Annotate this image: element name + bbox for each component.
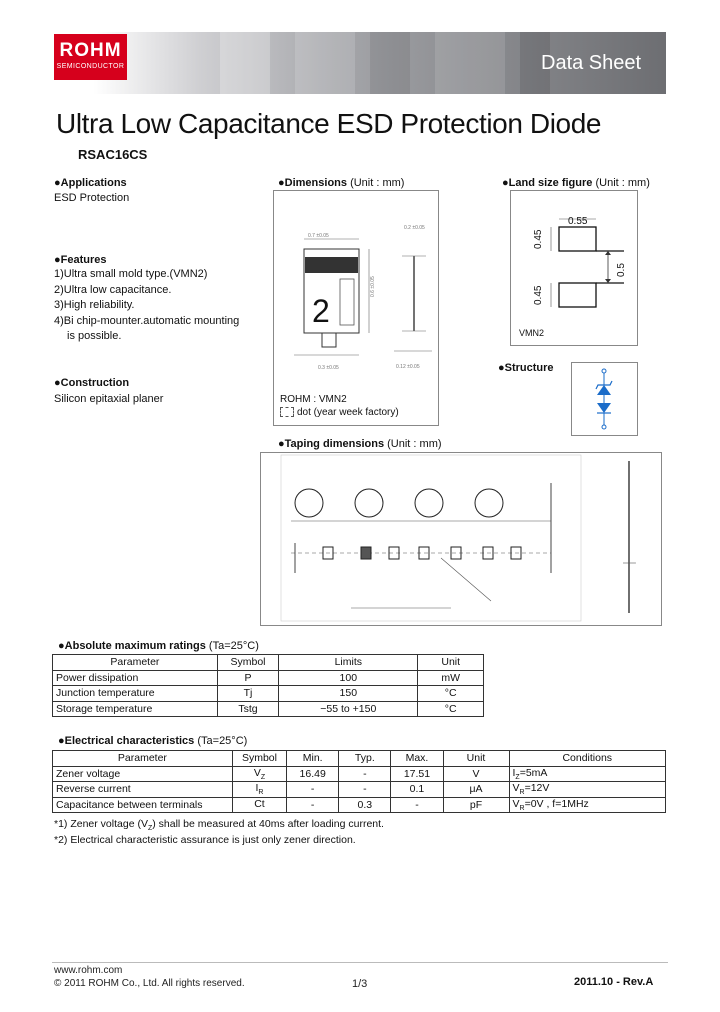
features-heading: ●Features (54, 254, 107, 266)
land-size-heading: ●Land size figure (Unit : mm) (502, 177, 650, 189)
cell: $I_R$ (232, 782, 286, 798)
footer-copyright: © 2011 ROHM Co., Ltd. All rights reserved. (54, 978, 245, 989)
logo-text: ROHM (59, 40, 122, 61)
cell: 0.3 (339, 797, 391, 813)
applications-heading: ●Applications (54, 177, 127, 189)
cell: $V_R=0V$ , f=1MHz (509, 797, 666, 813)
table-header-row (53, 751, 666, 767)
col-header: Max. (391, 751, 443, 767)
cell: Ct (232, 797, 286, 813)
feature-item: 4)Bi chip-mounter.automatic mounting (54, 314, 240, 327)
cell: - (339, 766, 391, 782)
cell: V (443, 766, 509, 782)
col-header: Symbol (232, 751, 286, 767)
cell: - (391, 797, 443, 813)
structure-heading: ●Structure (498, 362, 554, 374)
cell: - (287, 797, 339, 813)
cell: - (287, 782, 339, 798)
page-number: 1/3 (352, 978, 368, 990)
cell: Storage temperature (53, 701, 218, 717)
svg-text:0.55: 0.55 (568, 216, 588, 227)
table-header-row (53, 655, 484, 671)
svg-text:0.2 ±0.05: 0.2 ±0.05 (404, 225, 425, 231)
footer-url[interactable]: www.rohm.com (54, 965, 123, 976)
table-row (53, 670, 484, 686)
dot-marker-icon (280, 407, 294, 417)
elec-table (52, 750, 666, 813)
cell: μA (443, 782, 509, 798)
svg-text:0.45: 0.45 (533, 229, 544, 249)
marking-char: 2 (312, 293, 330, 329)
cell: Junction temperature (53, 686, 218, 702)
footer-divider (52, 962, 668, 963)
revision: 2011.10 - Rev.A (574, 976, 654, 988)
svg-text:0.5: 0.5 (616, 263, 627, 277)
cell: mW (418, 670, 484, 686)
feature-item: 3)High reliability. (54, 299, 135, 311)
cell: Zener voltage (53, 766, 233, 782)
cell: 150 (279, 686, 418, 702)
cell: 100 (279, 670, 418, 686)
svg-text:0.6 ±0.05: 0.6 ±0.05 (370, 276, 376, 297)
cell: 17.51 (391, 766, 443, 782)
table-row (53, 701, 484, 717)
cell: Capacitance between terminals (53, 797, 233, 813)
cell: $I_Z=5mA$ (509, 766, 666, 782)
col-header: Parameter (53, 751, 233, 767)
elec-heading: ●Electrical characteristics (Ta=25°C) (58, 735, 248, 747)
abs-max-table (52, 654, 484, 717)
col-header: Parameter (53, 655, 218, 671)
col-header: Unit (443, 751, 509, 767)
cell: 0.1 (391, 782, 443, 798)
table-row (53, 766, 666, 782)
construction-heading: ●Construction (54, 377, 130, 389)
cell: $V_R=12V$ (509, 782, 666, 798)
dimensions-heading: ●Dimensions (Unit : mm) (278, 177, 405, 189)
col-header: Min. (287, 751, 339, 767)
note-2: *2) Electrical characteristic assurance is just only zener direction. (54, 834, 356, 846)
construction-text: Silicon epitaxial planer (54, 393, 164, 405)
structure-figure (571, 362, 638, 436)
cell: −55 to +150 (279, 701, 418, 717)
cell: pF (443, 797, 509, 813)
cell: P (217, 670, 278, 686)
cell: Power dissipation (53, 670, 218, 686)
col-header: Conditions (509, 751, 666, 767)
svg-text:0.12 ±0.05: 0.12 ±0.05 (396, 364, 420, 370)
rohm-logo (54, 34, 127, 80)
table-row (53, 782, 666, 798)
page-title: Ultra Low Capacitance ESD Protection Diode (56, 108, 602, 139)
svg-text:0.45: 0.45 (533, 285, 544, 305)
cell: °C (418, 701, 484, 717)
logo-subtext: SEMICONDUCTOR (56, 63, 125, 70)
cell: - (339, 782, 391, 798)
svg-text:0.7 ±0.05: 0.7 ±0.05 (308, 233, 329, 239)
note-1: *1) Zener voltage $(V_Z)$ shall be measured at 40ms after loading current. (54, 818, 384, 833)
cell: $V_Z$ (232, 766, 286, 782)
features-list (54, 267, 239, 345)
taping-figure (260, 452, 662, 626)
zener-diode-icon (572, 363, 637, 435)
package-drawing (274, 191, 438, 425)
dimensions-figure (273, 190, 439, 426)
cell: 16.49 (287, 766, 339, 782)
col-header: Typ. (339, 751, 391, 767)
cell: Reverse current (53, 782, 233, 798)
applications-text: ESD Protection (54, 192, 130, 204)
table-row (53, 686, 484, 702)
feature-item: 2)Ultra low capacitance. (54, 283, 172, 296)
cell: Tj (217, 686, 278, 702)
cell: °C (418, 686, 484, 702)
taping-heading: ●Taping dimensions (Unit : mm) (278, 438, 442, 450)
col-header: Symbol (217, 655, 278, 671)
doc-type-label: Data Sheet (541, 52, 642, 74)
part-number: RSAC16CS (78, 147, 148, 162)
legend-dot: dot (year week factory) (280, 407, 399, 419)
col-header: Limits (279, 655, 418, 671)
feature-item: is possible. (67, 330, 122, 342)
taping-drawing (261, 453, 661, 625)
land-size-figure (510, 190, 638, 346)
legend-package: ROHM : VMN2 (280, 394, 347, 405)
feature-item: 1)Ultra small mold type.(VMN2) (54, 268, 208, 280)
abs-max-heading: ●Absolute maximum ratings (Ta=25°C) (58, 640, 259, 652)
svg-text:0.3 ±0.05: 0.3 ±0.05 (318, 365, 339, 371)
table-row (53, 797, 666, 813)
cell: Tstg (217, 701, 278, 717)
col-header: Unit (418, 655, 484, 671)
land-package-label: VMN2 (519, 328, 545, 338)
land-drawing (511, 191, 637, 345)
